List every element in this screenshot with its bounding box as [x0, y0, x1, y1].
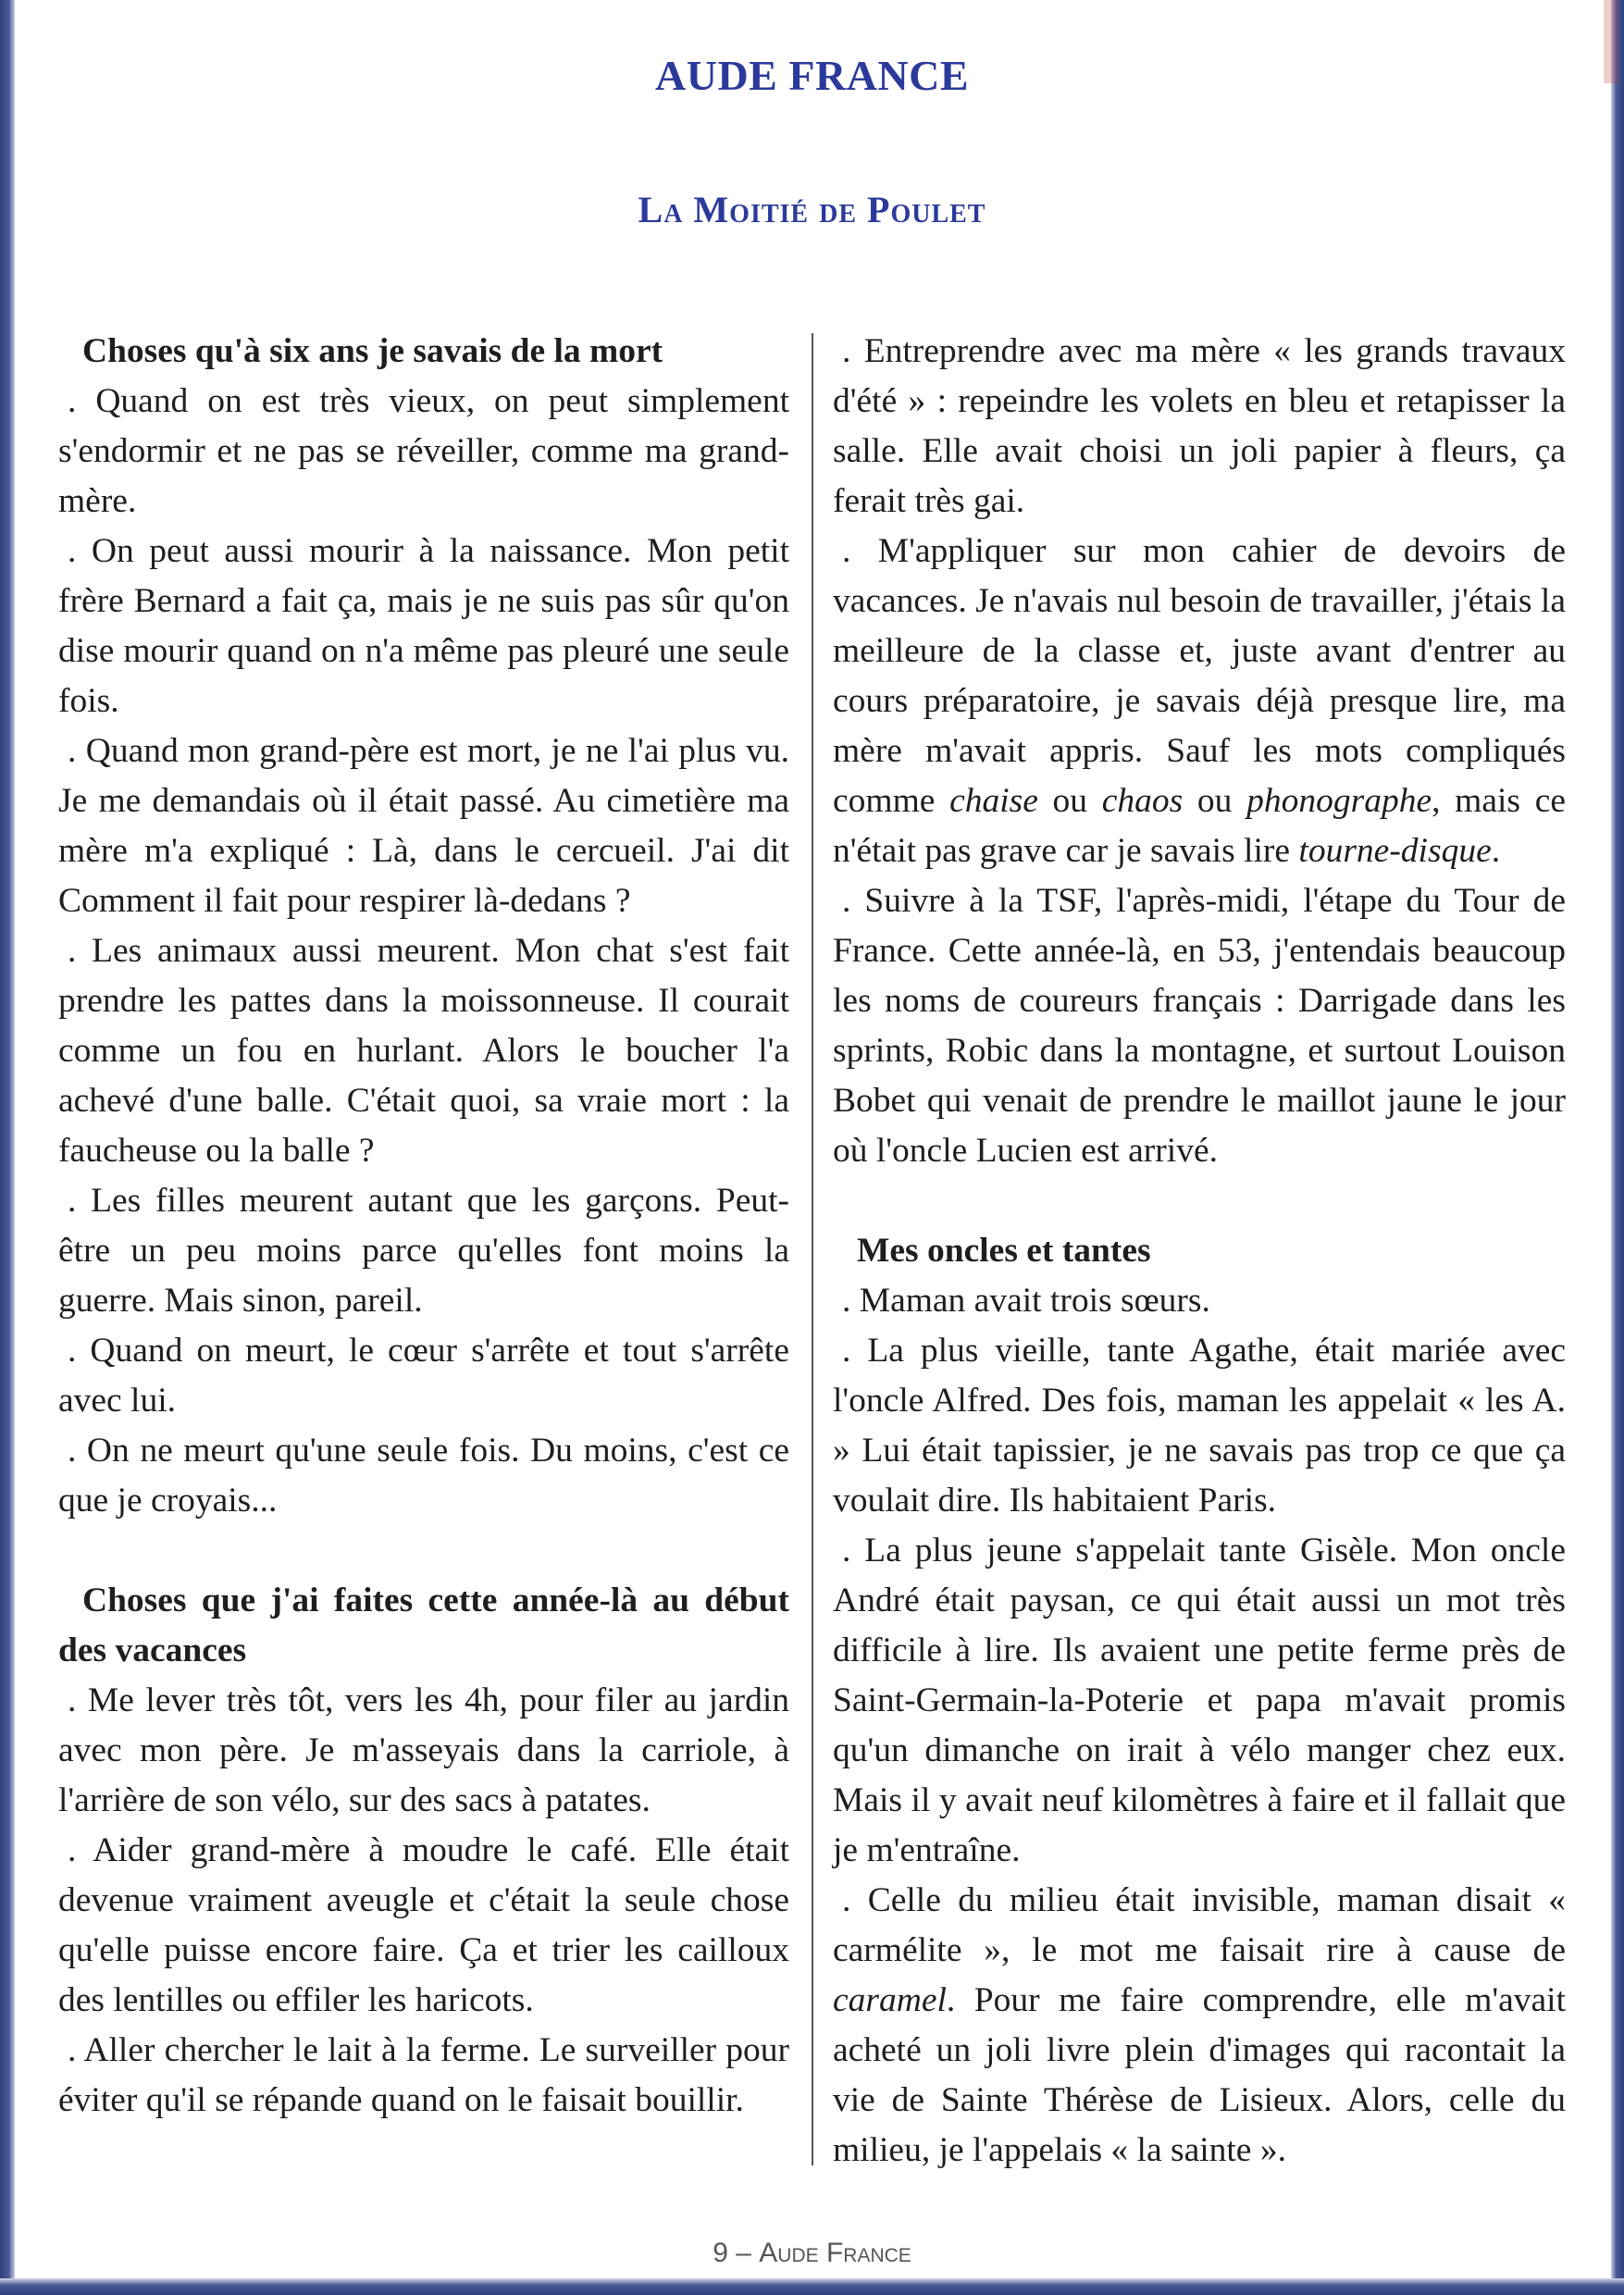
paragraph: . Aider grand-mère à moudre le café. Elle était devenue vraiment aveugle et c'était la seule chose qu'elle puisse encore faire. Ça et trier les cailloux des lentilles ou effiler les haricots. [58, 1831, 789, 2019]
paragraph: . La plus vieille, tante Agathe, était mariée avec l'oncle Alfred. Des fois, maman les appelait « les A. » Lui était tapissier, je ne savais pas trop ce que ça voulait dire. Ils habitaient Paris. [833, 1332, 1566, 1520]
italic-word: caramel [833, 1981, 947, 2019]
paragraph: . Entreprendre avec ma mère « les grands travaux d'été » : repeindre les volets en bleu et retapisser la salle. Elle avait choisi un joli papier à fleurs, ça ferait très gai. [833, 332, 1566, 520]
page-footer [0, 2238, 1624, 2269]
section-heading-death: Choses qu'à six ans je savais de la mort [82, 332, 663, 370]
running-title: Aude France [759, 2238, 911, 2268]
page-border-left [0, 0, 15, 2295]
paragraph [833, 527, 1566, 876]
section-gap [58, 1526, 789, 1576]
page-border-right [1611, 0, 1624, 2295]
paragraph: . Les animaux aussi meurent. Mon chat s'est fait prendre les pattes dans la moissonneuse. Il courait comme un fou en hurlant. Alors le boucher l'a achevé d'une balle. C'était quoi, sa vraie mort : la faucheuse ou la balle ? [58, 932, 789, 1170]
page-header [0, 51, 1624, 231]
paragraph: . Suivre à la TSF, l'après-midi, l'étape du Tour de France. Cette année-là, en 53, j'entendais beaucoup les noms de coureurs français : Darrigade dans les sprints, Robic dans la montagne, et surtout Louison Bobet qui venait de prendre le maillot jaune le jour où l'oncle Lucien est arrivé. [833, 882, 1566, 1170]
paragraph: . La plus jeune s'appelait tante Gisèle. Mon oncle André était paysan, ce qui était aussi un mot très difficile à lire. Ils avaient une petite ferme près de Saint-Germain-la-Poterie et papa m'avait promis qu'un dimanche on irait à vélo manger chez eux. Mais il y avait neuf kilomètres à faire et il fallait que je m'entraîne. [833, 1532, 1566, 1869]
paragraph: . On ne meurt qu'une seule fois. Du moins, c'est ce que je croyais... [58, 1432, 789, 1520]
paragraph: . Aller chercher le lait à la ferme. Le surveiller pour éviter qu'il se répande quand on le faisait bouillir. [58, 2031, 789, 2119]
text-run: . Celle du milieu était invisible, maman disait « carmélite », le mot me faisait rire à cause de [833, 1881, 1566, 1969]
column-divider [812, 333, 813, 2165]
italic-word: chaos [1101, 782, 1184, 820]
paragraph: . On peut aussi mourir à la naissance. Mon petit frère Bernard a fait ça, mais je ne suis pas sûr qu'on dise mourir quand on n'a même pas pleuré une seule fois. [58, 532, 789, 720]
text-run: ou [1183, 782, 1247, 820]
author-name: AUDE FRANCE [655, 52, 969, 99]
text-run: . Pour me faire comprendre, elle m'avait acheté un joli livre plein d'images qui racontait la vie de Sainte Thérèse de Lisieux. Alors, celle du milieu, je l'appelais « la sainte ». [833, 1981, 1566, 2169]
text-run: . M'appliquer sur mon cahier de devoirs de vacances. Je n'avais nul besoin de travailler, j'étais la meilleure de la classe et, juste avant d'entrer au cours préparatoire, je savais déjà presque lire, ma mère m'avait appris. Sauf les mots compliqués comme [833, 532, 1566, 820]
story-title: La Moitié de Poulet [638, 189, 986, 230]
paragraph [833, 1876, 1566, 2176]
text-run: ou [1037, 782, 1102, 820]
paragraph: . Quand mon grand-père est mort, je ne l'ai plus vu. Je me demandais où il était passé. Au cimetière ma mère m'a expliqué : Là, dans le cercueil. J'ai dit Comment il fait pour respirer là-dedans ? [58, 732, 789, 920]
italic-word: tourne-disque [1298, 832, 1492, 870]
paragraph: . Me lever très tôt, vers les 4h, pour filer au jardin avec mon père. Je m'asseyais dans la carriole, à l'arrière de son vélo, sur des sacs à patates. [58, 1681, 789, 1819]
italic-word: phonographe [1246, 782, 1432, 820]
paragraph: . Quand on meurt, le cœur s'arrête et tout s'arrête avec lui. [58, 1332, 789, 1420]
section-gap [833, 1176, 1566, 1226]
section-heading-oncles: Mes oncles et tantes [857, 1232, 1151, 1270]
page-border-bottom [0, 2278, 1624, 2295]
paragraph: . Les filles meurent autant que les garçons. Peut-être un peu moins parce qu'elles font moins la guerre. Mais sinon, pareil. [58, 1182, 789, 1320]
text-run: , mais ce n'était pas grave car je savais lire [833, 782, 1566, 870]
paragraph: . Quand on est très vieux, on peut simplement s'endormir et ne pas se réveiller, comme ma grand-mère. [58, 382, 789, 520]
left-column [58, 327, 789, 2126]
section-heading-vacances: Choses que j'ai faites cette année-là au début des vacances [58, 1582, 789, 1669]
italic-word: chaise [949, 782, 1038, 820]
paragraph: . Maman avait trois sœurs. [842, 1282, 1210, 1320]
page-number: 9 – [713, 2238, 751, 2268]
text-run: . [1491, 832, 1501, 870]
right-column [833, 327, 1566, 2176]
